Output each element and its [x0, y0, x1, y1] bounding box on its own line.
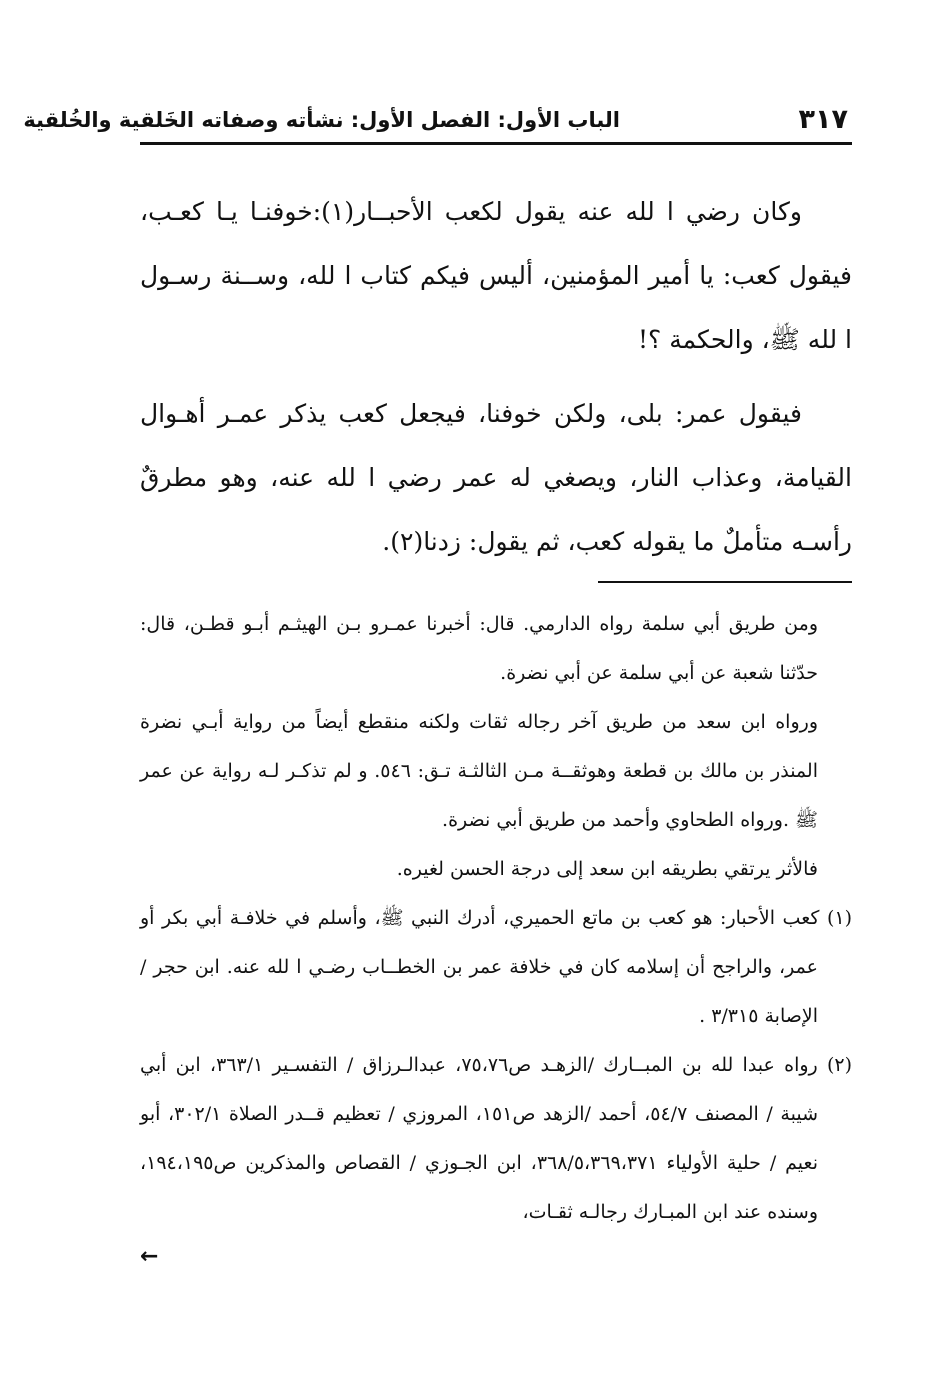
footnote-separator — [598, 581, 852, 583]
footnote-continuation: ورواه ابن سعد من طريق آخر رجاله ثقات ولكنه منقطع أيضاً من رواية أبـي نضرة المنذر بن مالك بن قطعة وهوثقــة مـن الثالثـة تـق: ٥٤٦. و لم تذكـر لـه رواية عن عمر ﷺ .ورواه الطحاوي وأحمد من طريق أبي نضرة. — [140, 711, 818, 831]
chapter-title: الباب الأول: الفصل الأول: نشأته وصفاته الخَلقية والخُلقية — [23, 108, 620, 132]
footnote-2: (٢) رواه عبدا لله بن المبــارك /الزهـد ص٧٥،٧٦، عبدالـرزاق / التفسـير ٣٦٣/١، ابن أبي شيبة / المصنف ٥٤/٧، أحمد /الزهد ص١٥١، المروزي / تعظيم قــدر الصلاة ٣٠٢/١، أبو نعيم / حلية الأولياء ٣٦٨/٥،٣٦٩،٣٧١، ابن الجـوزي / القصاص والمذكرين ص١٩٤،١٩٥، وسنده عند ابن المبـارك رجالـه ثقـات، — [140, 1054, 852, 1223]
footnote-1: (١) كعب الأحبار: هو كعب بن ماتع الحميري، أدرك النبي ﷺ، وأسلم في خلافـة أبي بكر أو عمر، والراجح أن إسلامه كان في خلافة عمر بن الخطــاب رضـي ا لله عنه. ابن حجر / الإصابة ٣/٣١٥ . — [140, 907, 852, 1027]
page-number: ٣١٧ — [798, 104, 848, 135]
page-header — [23, 104, 852, 145]
footnote-continuation: فالأثر يرتقي بطريقه ابن سعد إلى درجة الحسن لغيره. — [396, 858, 818, 880]
footnote-continuation: ومن طريق أبي سلمة رواه الدارمي. قال: أخبرنا عمـرو بـن الهيثـم أبـو قطـن، قال: حدّثنا شعبة عن أبي سلمة عن أبي نضرة. — [140, 613, 818, 684]
main-paragraph: فيقول عمر: بلى، ولكن خوفنا، فيجعل كعب يذكر عمـر أهـوال القيامة، وعذاب النار، ويصغي له عمر رضي ا لله عنه، وهو مطرقٌ رأسـه متأملٌ ما يقوله كعب، ثم يقول: زدنا(٢). — [140, 399, 852, 556]
continue-arrow-icon: ← — [140, 1244, 159, 1269]
main-paragraph: وكان رضي ا لله عنه يقول لكعب الأحبــار(١):خوفنـا يـا كعـب، فيقول كعب: يا أمير المؤمنين، أليس فيكم كتاب ا لله، وســنة رسـول ا لله ﷺ، والحكمة ؟! — [140, 197, 852, 354]
footnotes — [140, 600, 852, 1237]
main-text — [140, 180, 852, 574]
